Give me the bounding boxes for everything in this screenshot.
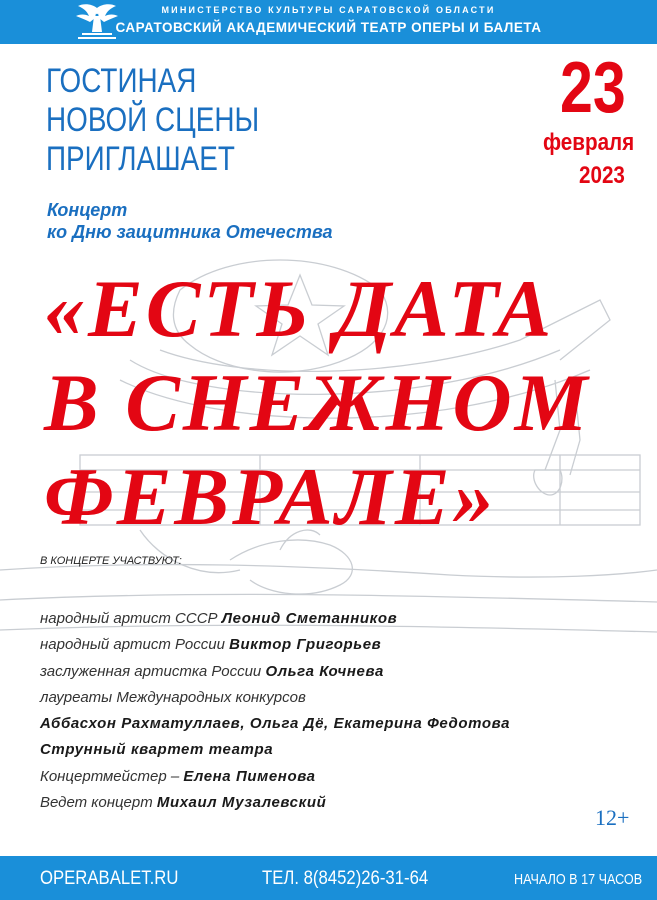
phone-number: ТЕЛ. 8(8452)26-31-64 (262, 868, 429, 889)
start-time: НАЧАЛО В 17 ЧАСОВ (514, 871, 643, 888)
participant-name: Елена Пименова (183, 767, 316, 785)
participants-heading: В КОНЦЕРТЕ УЧАСТВУЮТ: (40, 555, 182, 567)
venue-line-2: НОВОЙ СЦЕНЫ (46, 101, 260, 139)
concert-subtitle (47, 199, 333, 243)
venue-line-3: ПРИГЛАШАЕТ (46, 140, 235, 178)
participant-name: Виктор Григорьев (229, 636, 382, 654)
concert-title (44, 262, 591, 544)
venue-heading (46, 62, 259, 179)
participant-row (40, 610, 657, 636)
theatre-name: САРАТОВСКИЙ АКАДЕМИЧЕСКИЙ ТЕАТР ОПЕРЫ И БАЛЕТА (115, 20, 542, 35)
subtitle-line-2: ко Дню защитника Отечества (47, 222, 333, 242)
participants-list (40, 610, 657, 820)
subtitle-line-1: Концерт (47, 200, 128, 220)
participant-title: Ведет концерт (40, 794, 157, 812)
participant-title: лауреаты Международных конкурсов (40, 688, 306, 706)
participant-title: народный артист СССР (40, 610, 222, 627)
participant-row (40, 741, 657, 767)
website-link[interactable]: OPERABALET.RU (40, 868, 179, 889)
participant-row (40, 768, 657, 794)
venue-line-1: ГОСТИНАЯ (46, 62, 197, 100)
participant-title: Концертмейстер – (40, 767, 184, 785)
participant-row (40, 663, 657, 689)
participant-name: Леонид Сметанников (221, 610, 398, 627)
participant-row (40, 689, 657, 715)
participant-row (40, 715, 657, 741)
header-bar (0, 0, 657, 44)
participant-title: народный артист России (40, 636, 230, 654)
participant-name: Струнный квартет театра (40, 741, 274, 759)
age-rating: 12+ (595, 805, 630, 830)
participant-name: Ольга Кочнева (265, 662, 384, 680)
title-line-1: «ЕСТЬ ДАТА (44, 263, 555, 354)
participant-name: Михаил Музалевский (156, 794, 327, 812)
title-line-2: В СНЕЖНОМ (44, 357, 591, 448)
date-day: 23 (560, 48, 626, 128)
date-month: февраля (543, 129, 635, 156)
participant-title: заслуженная артистка России (40, 662, 266, 680)
ministry-text: МИНИСТЕРСТВО КУЛЬТУРЫ САРАТОВСКОЙ ОБЛАСТИ (161, 5, 496, 15)
title-line-3: ФЕВРАЛЕ» (44, 451, 497, 542)
footer-bar (0, 856, 657, 900)
participant-row (40, 636, 657, 662)
date-year: 2023 (579, 162, 625, 189)
participant-name: Аббасхон Рахматуллаев, Ольга Дё, Екатерина Федотова (40, 715, 511, 733)
participant-row (40, 794, 657, 820)
